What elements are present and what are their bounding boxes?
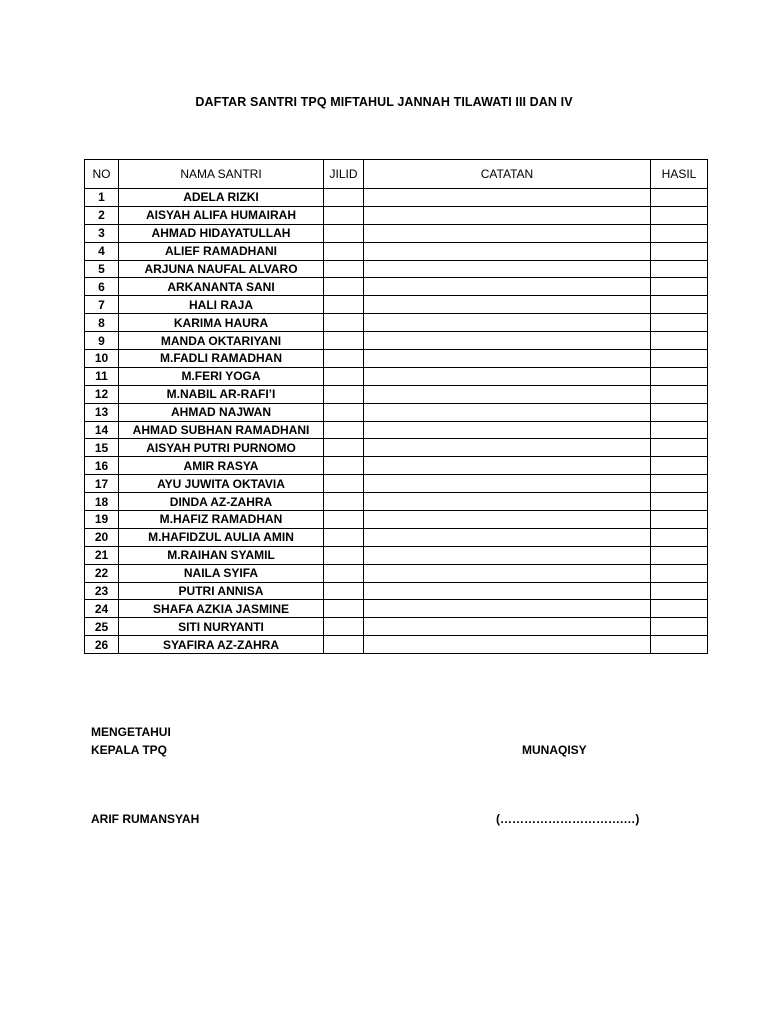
hasil-cell [651,314,708,332]
catatan-cell [364,618,651,636]
catatan-cell [364,511,651,529]
hasil-cell [651,385,708,403]
student-name: AHMAD HIDAYATULLAH [119,224,324,242]
student-name: DINDA AZ-ZAHRA [119,493,324,511]
table-row [85,260,708,278]
row-number: 9 [85,332,119,350]
catatan-cell [364,403,651,421]
table-row [85,189,708,207]
jilid-cell [324,636,364,654]
table-row [85,457,708,475]
table-row [85,582,708,600]
jilid-cell [324,206,364,224]
jilid-cell [324,493,364,511]
hasil-cell [651,206,708,224]
table-row [85,511,708,529]
student-name: AISYAH ALIFA HUMAIRAH [119,206,324,224]
student-name: KARIMA HAURA [119,314,324,332]
student-name: M.HAFIZ RAMADHAN [119,511,324,529]
jilid-cell [324,457,364,475]
hasil-cell [651,511,708,529]
jilid-cell [324,511,364,529]
hasil-cell [651,296,708,314]
jilid-cell [324,296,364,314]
catatan-cell [364,385,651,403]
table-row [85,403,708,421]
catatan-cell [364,564,651,582]
hasil-cell [651,439,708,457]
column-header-catatan: CATATAN [364,160,651,189]
row-number: 26 [85,636,119,654]
hasil-cell [651,582,708,600]
student-name: AMIR RASYA [119,457,324,475]
student-name: M.HAFIDZUL AULIA AMIN [119,528,324,546]
table-row [85,242,708,260]
jilid-cell [324,189,364,207]
examiner-title: MUNAQISY [522,743,587,757]
row-number: 24 [85,600,119,618]
hasil-cell [651,242,708,260]
row-number: 1 [85,189,119,207]
student-name: AYU JUWITA OKTAVIA [119,475,324,493]
jilid-cell [324,564,364,582]
hasil-cell [651,332,708,350]
table-row [85,493,708,511]
hasil-cell [651,528,708,546]
hasil-cell [651,189,708,207]
row-number: 10 [85,350,119,368]
table-row [85,636,708,654]
student-name: ARKANANTA SANI [119,278,324,296]
jilid-cell [324,600,364,618]
hasil-cell [651,403,708,421]
examiner-name-placeholder: (………………………….…) [496,812,640,826]
table-row [85,385,708,403]
catatan-cell [364,296,651,314]
table-row [85,475,708,493]
catatan-cell [364,457,651,475]
catatan-cell [364,636,651,654]
student-name: M.RAIHAN SYAMIL [119,546,324,564]
catatan-cell [364,189,651,207]
column-header-jilid: JILID [324,160,364,189]
hasil-cell [651,278,708,296]
catatan-cell [364,367,651,385]
student-name: NAILA SYIFA [119,564,324,582]
row-number: 17 [85,475,119,493]
row-number: 21 [85,546,119,564]
row-number: 16 [85,457,119,475]
table-row [85,314,708,332]
table-row [85,350,708,368]
page-title: DAFTAR SANTRI TPQ MIFTAHUL JANNAH TILAWATI III DAN IV [195,95,573,109]
catatan-cell [364,206,651,224]
jilid-cell [324,314,364,332]
jilid-cell [324,242,364,260]
acknowledge-label: MENGETAHUI [91,725,171,739]
hasil-cell [651,493,708,511]
jilid-cell [324,528,364,546]
hasil-cell [651,546,708,564]
row-number: 6 [85,278,119,296]
row-number: 19 [85,511,119,529]
student-roster-table [84,159,708,654]
jilid-cell [324,475,364,493]
column-header-hasil: HASIL [651,160,708,189]
head-name: ARIF RUMANSYAH [91,812,200,826]
hasil-cell [651,260,708,278]
row-number: 8 [85,314,119,332]
jilid-cell [324,439,364,457]
row-number: 7 [85,296,119,314]
hasil-cell [651,564,708,582]
row-number: 5 [85,260,119,278]
student-name: M.FADLI RAMADHAN [119,350,324,368]
row-number: 22 [85,564,119,582]
catatan-cell [364,493,651,511]
table-row [85,528,708,546]
student-name: ALIEF RAMADHANI [119,242,324,260]
hasil-cell [651,600,708,618]
jilid-cell [324,350,364,368]
table-row [85,206,708,224]
jilid-cell [324,224,364,242]
jilid-cell [324,278,364,296]
student-name: ADELA RIZKI [119,189,324,207]
catatan-cell [364,314,651,332]
jilid-cell [324,260,364,278]
jilid-cell [324,403,364,421]
table-row [85,332,708,350]
student-name: MANDA OKTARIYANI [119,332,324,350]
student-name: SYAFIRA AZ-ZAHRA [119,636,324,654]
row-number: 3 [85,224,119,242]
student-name: PUTRI ANNISA [119,582,324,600]
student-name: AISYAH PUTRI PURNOMO [119,439,324,457]
row-number: 13 [85,403,119,421]
catatan-cell [364,421,651,439]
row-number: 23 [85,582,119,600]
jilid-cell [324,332,364,350]
catatan-cell [364,582,651,600]
table-row [85,421,708,439]
catatan-cell [364,439,651,457]
table-row [85,296,708,314]
table-row [85,278,708,296]
table-row [85,224,708,242]
student-name: M.NABIL AR-RAFI’I [119,385,324,403]
table-row [85,546,708,564]
row-number: 18 [85,493,119,511]
catatan-cell [364,242,651,260]
row-number: 11 [85,367,119,385]
student-name: SITI NURYANTI [119,618,324,636]
table-row [85,439,708,457]
hasil-cell [651,457,708,475]
jilid-cell [324,582,364,600]
table-body [85,189,708,654]
jilid-cell [324,618,364,636]
row-number: 20 [85,528,119,546]
jilid-cell [324,385,364,403]
hasil-cell [651,636,708,654]
column-header-nama-santri: NAMA SANTRI [119,160,324,189]
catatan-cell [364,600,651,618]
catatan-cell [364,224,651,242]
table-row [85,618,708,636]
row-number: 15 [85,439,119,457]
hasil-cell [651,224,708,242]
jilid-cell [324,421,364,439]
catatan-cell [364,332,651,350]
row-number: 25 [85,618,119,636]
student-name: ARJUNA NAUFAL ALVARO [119,260,324,278]
catatan-cell [364,278,651,296]
table-row [85,600,708,618]
student-name: M.FERI YOGA [119,367,324,385]
row-number: 14 [85,421,119,439]
row-number: 12 [85,385,119,403]
head-title: KEPALA TPQ [91,743,168,757]
hasil-cell [651,618,708,636]
catatan-cell [364,528,651,546]
table-row [85,564,708,582]
hasil-cell [651,350,708,368]
row-number: 2 [85,206,119,224]
column-header-no: NO [85,160,119,189]
jilid-cell [324,367,364,385]
catatan-cell [364,260,651,278]
catatan-cell [364,350,651,368]
row-number: 4 [85,242,119,260]
hasil-cell [651,367,708,385]
jilid-cell [324,546,364,564]
catatan-cell [364,475,651,493]
student-name: SHAFA AZKIA JASMINE [119,600,324,618]
hasil-cell [651,475,708,493]
hasil-cell [651,421,708,439]
table-row [85,367,708,385]
catatan-cell [364,546,651,564]
student-name: AHMAD NAJWAN [119,403,324,421]
student-name: AHMAD SUBHAN RAMADHANI [119,421,324,439]
table-header-row [85,160,708,189]
student-name: HALI RAJA [119,296,324,314]
